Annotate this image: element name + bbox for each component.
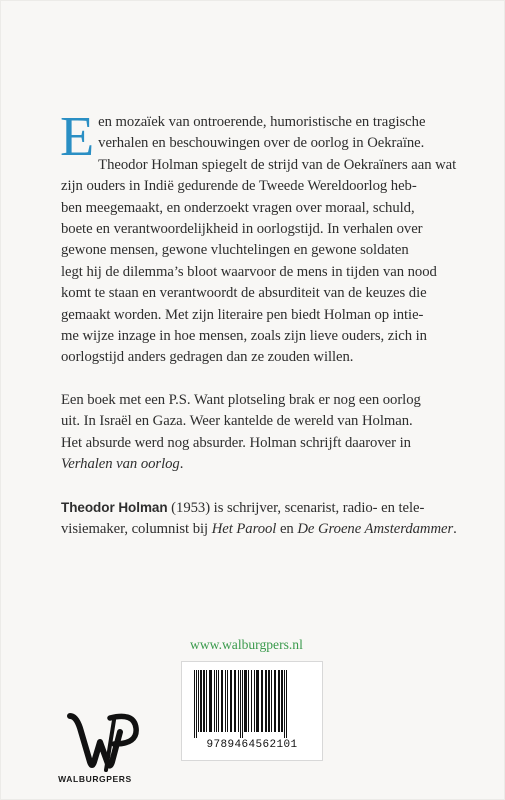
author-bio (61, 497, 456, 541)
drop-cap-letter: E (60, 106, 95, 168)
barcode-bar (242, 670, 243, 738)
blurb-line: ben meegemaakt, en onderzoekt vragen over moraal, schuld, (61, 199, 415, 216)
barcode-bar (278, 670, 280, 732)
blurb-line: Een boek met een P.S. Want plotseling brak er nog een oorlog (61, 391, 421, 408)
newspaper-parool: Het Parool (211, 520, 277, 537)
blurb-line: komt te staan en verantwoordt de absurditeit van de keuzes die (61, 285, 427, 302)
barcode-bar (268, 670, 270, 732)
barcode-bar (254, 670, 255, 732)
blurb-line: zijn ouders in Indië gedurende de Tweede Wereldoorlog heb- (61, 178, 417, 195)
bio-line-2 (61, 519, 456, 540)
barcode-bar (284, 670, 285, 738)
paragraph-spacer (61, 369, 456, 390)
bio-line-2-start: visiemaker, columnist bij (61, 520, 212, 537)
author-name: Theodor Holman (61, 499, 168, 515)
magazine-groene: De Groene Amsterdammer (297, 520, 454, 537)
barcode-bar (261, 670, 263, 732)
blurb-line: boete en verantwoordelijkheid in oorlogstijd. In verhalen over (61, 221, 423, 238)
blurb-line: legt hij de dilemma’s bloot waarvoor de mens in tijden van nood (61, 263, 437, 280)
barcode-bar (251, 670, 252, 732)
publisher-website[interactable]: www.walburgpers.nl (190, 637, 303, 652)
barcode-bar (196, 670, 197, 738)
barcode-bar (234, 670, 236, 732)
barcode-bar (221, 670, 223, 732)
barcode-bar (218, 670, 219, 732)
barcode-bar (274, 670, 276, 732)
blurb-title-line (61, 454, 456, 475)
barcode-bar (238, 670, 239, 732)
barcode-bar (225, 670, 226, 732)
barcode-bar (227, 670, 228, 732)
blurb-line: Het absurde werd nog absurder. Holman schrijft daarover in (61, 434, 411, 451)
blurb-line: gewone mensen, gewone vluchtelingen en gewone soldaten (61, 242, 409, 259)
barcode-bar (198, 670, 199, 732)
barcode-bars (192, 670, 312, 738)
title-period: . (179, 456, 184, 473)
barcode-bar (265, 670, 267, 732)
blurb-line: en mozaïek van ontroerende, humoristische en tragische (98, 114, 426, 130)
barcode-bar (271, 670, 272, 732)
barcode-bar (209, 670, 212, 732)
barcode-bar (248, 670, 249, 732)
isbn-number: 9789464562101 (206, 739, 298, 751)
barcode-bar (214, 670, 215, 732)
publisher-name: WALBURGPERS (58, 774, 132, 784)
barcode-bar (206, 670, 207, 732)
bio-line-1 (61, 497, 456, 519)
barcode-bar (216, 670, 217, 732)
blurb-line: verhalen en beschouwingen over de oorlog in Oekraïne. (98, 135, 425, 152)
blurb-line: Theodor Holman spiegelt de strijd van de Oekraïners aan wat (98, 156, 457, 173)
blurb-paragraph-2 (61, 390, 456, 476)
bio-period: . (453, 520, 457, 537)
walburg-pers-wp-monogram-icon (56, 706, 146, 776)
blurb-line: oorlogstijd anders gedragen dan ze zouden willen. (61, 349, 354, 366)
isbn-barcode (181, 661, 323, 761)
blurb-text (60, 106, 457, 540)
barcode-bar (256, 670, 259, 732)
barcode-bar (230, 670, 232, 732)
bio-and: en (276, 520, 298, 537)
paragraph-spacer (61, 476, 456, 497)
blurb-line: gemaakt worden. Met zijn literaire pen biedt Holman op intie- (61, 306, 424, 323)
book-title: Verhalen van oorlog (61, 456, 180, 473)
barcode-bar (200, 670, 202, 732)
barcode-bar (281, 670, 283, 732)
barcode-bar (203, 670, 205, 732)
barcode-bar (286, 670, 287, 738)
blurb-line: me wijze inzage in hoe mensen, zoals zijn lieve ouders, zich in (61, 328, 427, 345)
bio-line-1-rest: (1953) is schrijver, scenarist, radio- en tele- (167, 499, 425, 516)
barcode-bar (244, 670, 247, 732)
blurb-paragraph-1 (60, 106, 457, 369)
barcode-bar (240, 670, 241, 738)
blurb-line: uit. In Israël en Gaza. Weer kantelde de wereld van Holman. (61, 413, 413, 430)
barcode-bar (194, 670, 195, 738)
